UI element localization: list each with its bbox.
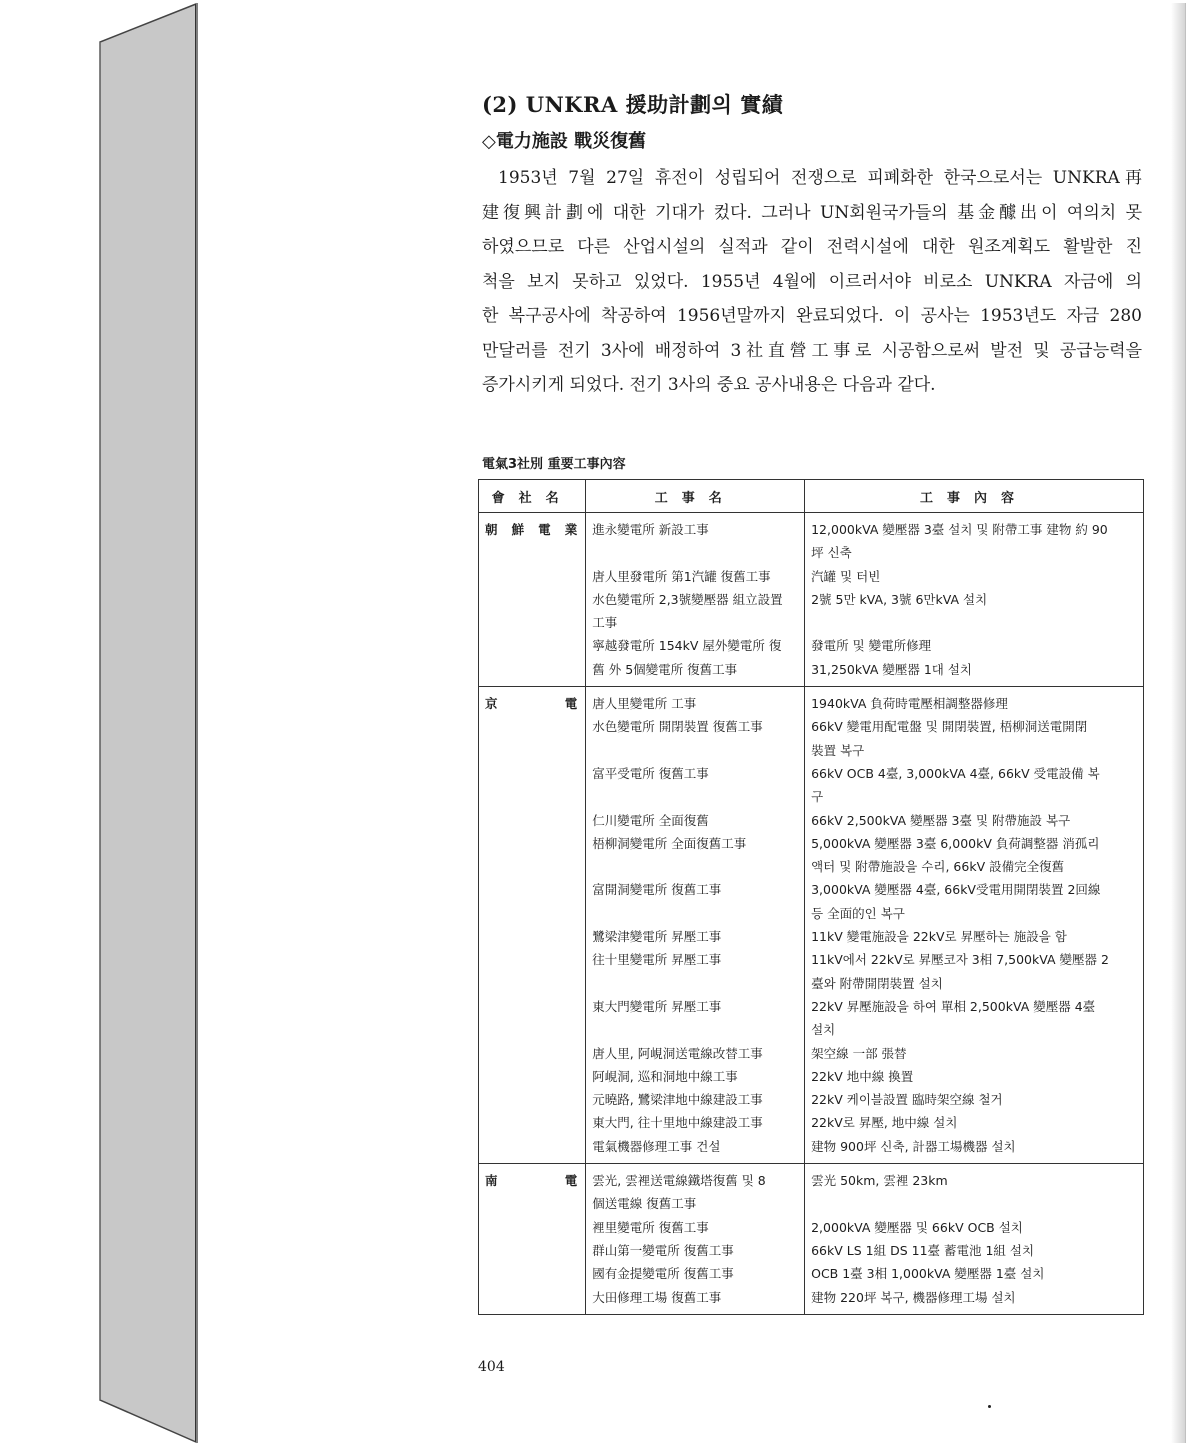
work-content-cell: [805, 513, 1144, 565]
work-name-cell: [586, 513, 805, 565]
work-content-line: 액터 및 附帶施設을 수리, 66kV 設備完全復舊: [811, 859, 1065, 875]
company-cell: [479, 1286, 586, 1315]
work-content-line: 31,250kVA 變壓器 1대 설치: [811, 661, 972, 677]
work-content-cell: [805, 948, 1144, 995]
table-row: [479, 925, 1144, 948]
table-row: [479, 1088, 1144, 1111]
company-cell: [479, 715, 586, 762]
table-row: [479, 634, 1144, 657]
work-name-line: 東大門, 往十里地中線建設工事: [592, 1115, 763, 1131]
body-line: 증가시키게 되었다. 전기 3사의 중요 공사내용은 다음과 같다.: [482, 375, 936, 395]
company-name: 南電: [485, 1173, 578, 1189]
work-content-line: 설치: [811, 1022, 836, 1038]
company-cell: [479, 634, 586, 657]
table-row: [479, 513, 1144, 565]
work-content-line: 22kV 昇壓施設을 하여 單相 2,500kVA 變壓器 4臺: [811, 998, 1096, 1014]
work-content-cell: [805, 925, 1144, 948]
company-cell: [479, 878, 586, 925]
table-row: [479, 1216, 1144, 1239]
company-cell: [479, 513, 586, 565]
document-page: [196, 3, 1186, 1443]
work-name-cell: [586, 565, 805, 588]
work-content-cell: [805, 1135, 1144, 1164]
work-name-line: 進永變電所 新設工事: [592, 522, 709, 537]
work-content-line: 11kV에서 22kV로 昇壓코자 3相 7,500kVA 變壓器 2: [811, 952, 1109, 968]
work-content-line: 汽罐 및 터빈: [811, 568, 881, 584]
company-cell: [479, 1216, 586, 1239]
work-content-cell: [805, 1239, 1144, 1262]
work-content-cell: [805, 995, 1144, 1042]
work-name-line: 唐人里變電所 工事: [592, 696, 697, 712]
work-name-line: 寧越發電所 154kV 屋外變電所 復: [592, 638, 782, 654]
work-name-line: 舊 外 5個變電所 復舊工事: [592, 661, 738, 677]
work-content-line: 66kV OCB 4臺, 3,000kVA 4臺, 66kV 受電設備 복: [811, 765, 1100, 781]
work-content-cell: [805, 1286, 1144, 1315]
table-row: [479, 832, 1144, 879]
work-content-line: 架空線 一部 張替: [811, 1045, 907, 1061]
work-content-cell: [805, 1216, 1144, 1239]
work-name-line: 梧柳洞變電所 全面復舊工事: [592, 835, 747, 851]
work-name-cell: [586, 1164, 805, 1216]
work-name-cell: [586, 1262, 805, 1285]
work-name-cell: [586, 1111, 805, 1134]
work-name-cell: [586, 687, 805, 716]
work-content-line: 雲光 50km, 雲裡 23km: [811, 1173, 948, 1189]
work-name-line: 電氣機器修理工事 건설: [592, 1138, 721, 1154]
work-content-cell: [805, 588, 1144, 635]
work-content-cell: [805, 809, 1144, 832]
work-name-cell: [586, 809, 805, 832]
works-table: [478, 479, 1144, 1315]
company-cell: [479, 588, 586, 635]
company-cell: [479, 1135, 586, 1164]
table-row: [479, 687, 1144, 716]
subsection-title: ◇電力施設 戰災復舊: [482, 131, 647, 152]
work-name-line: 水色變電所 開閉裝置 復舊工事: [592, 719, 763, 735]
work-content-cell: [805, 1111, 1144, 1134]
page-number: 404: [478, 1359, 505, 1375]
work-name-cell: [586, 832, 805, 879]
company-cell: [479, 762, 586, 809]
work-name-cell: [586, 634, 805, 657]
company-cell: [479, 948, 586, 995]
table-row: [479, 1111, 1144, 1134]
work-content-line: 坪 신축: [811, 545, 852, 561]
work-content-line: 2號 5만 kVA, 3號 6만kVA 설치: [811, 591, 988, 607]
work-name-cell: [586, 658, 805, 687]
work-name-cell: [586, 1088, 805, 1111]
table-body: [479, 513, 1144, 1315]
work-content-line: 22kV로 昇壓, 地中線 설치: [811, 1115, 958, 1131]
work-name-line: 仁川變電所 全面復舊: [592, 812, 709, 828]
work-content-cell: [805, 565, 1144, 588]
table-row: [479, 1042, 1144, 1065]
work-content-cell: [805, 1262, 1144, 1285]
book-spine-edge: [0, 0, 200, 1446]
table-row: [479, 1286, 1144, 1315]
scan-speck: [988, 1405, 991, 1408]
work-content-cell: [805, 634, 1144, 657]
work-name-cell: [586, 1286, 805, 1315]
work-content-line: 3,000kVA 變壓器 4臺, 66kV受電用開閉裝置 2回線: [811, 882, 1101, 898]
work-content-cell: [805, 687, 1144, 716]
work-content-line: 臺와 附帶開閉裝置 설치: [811, 975, 943, 991]
header-work-content: 工事內容: [805, 480, 1144, 513]
work-content-line: 1940kVA 負荷時電壓相調整器修理: [811, 696, 1008, 712]
work-name-line: 元曉路, 鷺梁津地中線建設工事: [592, 1092, 763, 1108]
company-name: 京電: [485, 696, 578, 712]
table-row: [479, 565, 1144, 588]
company-cell: [479, 1111, 586, 1134]
work-content-line: 建物 900坪 신축, 計器工場機器 설치: [811, 1138, 1016, 1154]
work-name-line: 工事: [592, 615, 618, 631]
work-name-cell: [586, 925, 805, 948]
work-content-cell: [805, 715, 1144, 762]
body-line: 하였으므로 다른 산업시설의 실적과 같이 전력시설에 대한 원조계획도 활발한 진: [482, 237, 1142, 257]
work-content-line: 22kV 케이블設置 臨時架空線 철거: [811, 1092, 1003, 1108]
work-name-cell: [586, 588, 805, 635]
work-content-line: 5,000kVA 變壓器 3臺 6,000kV 負荷調整器 消孤리: [811, 835, 1100, 851]
table-row: [479, 658, 1144, 687]
work-content-line: 12,000kVA 變壓器 3臺 설치 및 附帶工事 建物 約 90: [811, 522, 1108, 537]
work-content-cell: [805, 1088, 1144, 1111]
company-cell: [479, 565, 586, 588]
work-content-line: 등 全面的인 복구: [811, 905, 905, 921]
work-name-line: 裡里變電所 復舊工事: [592, 1219, 709, 1235]
work-name-line: 鷺梁津變電所 昇壓工事: [592, 929, 722, 945]
table-row: [479, 878, 1144, 925]
work-name-line: 大田修理工場 復舊工事: [592, 1289, 722, 1305]
work-content-cell: [805, 658, 1144, 687]
body-paragraph: [482, 161, 1142, 403]
company-name: 朝鮮電業: [485, 522, 578, 537]
work-content-cell: [805, 878, 1144, 925]
table-row: [479, 1164, 1144, 1216]
page-edge-shadow: [1171, 3, 1185, 1443]
table-row: [479, 1065, 1144, 1088]
table-caption: 電氣3社別 重要工事內容: [482, 457, 626, 472]
company-cell: [479, 687, 586, 716]
work-content-cell: [805, 762, 1144, 809]
work-content-line: 66kV LS 1組 DS 11臺 蓄電池 1組 설치: [811, 1242, 1035, 1258]
company-cell: [479, 809, 586, 832]
work-name-line: 富開洞變電所 復舊工事: [592, 882, 722, 898]
work-name-cell: [586, 995, 805, 1042]
work-content-cell: [805, 1164, 1144, 1216]
work-content-line: 發電所 및 變電所修理: [811, 638, 932, 654]
header-company: 會社名: [479, 480, 586, 513]
work-name-cell: [586, 878, 805, 925]
work-content-cell: [805, 1042, 1144, 1065]
body-line: 1953년 7월 27일 휴전이 성립되어 전쟁으로 피폐화한 한국으로서는 UNKRA再: [498, 168, 1142, 188]
work-name-line: 群山第一變電所 復舊工事: [592, 1242, 734, 1258]
work-name-cell: [586, 1042, 805, 1065]
company-cell: [479, 925, 586, 948]
table-row: [479, 1239, 1144, 1262]
header-work-name: 工事名: [586, 480, 805, 513]
body-line: 만달러를 전기 3사에 배정하여 3社直營工事로 시공함으로써 발전 및 공급능력을: [482, 340, 1142, 361]
work-content-line: 22kV 地中線 換置: [811, 1068, 914, 1084]
table-header-row: [479, 480, 1144, 513]
work-content-line: 2,000kVA 變壓器 및 66kV OCB 설치: [811, 1219, 1023, 1235]
work-name-line: 富平受電所 復舊工事: [592, 765, 709, 781]
company-cell: [479, 1065, 586, 1088]
body-line: 척을 보지 못하고 있었다. 1955년 4월에 이르러서야 비로소 UNKRA 자금에 의: [482, 271, 1142, 292]
work-name-cell: [586, 948, 805, 995]
table-row: [479, 1135, 1144, 1164]
work-name-line: 國有金提變電所 復舊工事: [592, 1266, 734, 1282]
table-row: [479, 948, 1144, 995]
work-name-line: 雲光, 雲裡送電線鐵塔復舊 및 8: [592, 1173, 766, 1189]
body-line: 建復興計劃에 대한 기대가 컸다. 그러나 UN회원국가들의 基金醵出이 여의치 못: [482, 202, 1142, 223]
section-title: (2) UNKRA 援助計劃의 實績: [482, 92, 784, 117]
table-row: [479, 995, 1144, 1042]
work-name-cell: [586, 715, 805, 762]
work-content-cell: [805, 1065, 1144, 1088]
work-name-line: 水色變電所 2,3號變壓器 組立設置: [592, 591, 783, 607]
work-content-line: 구: [811, 789, 824, 805]
work-name-cell: [586, 1239, 805, 1262]
company-cell: [479, 832, 586, 879]
work-name-cell: [586, 1135, 805, 1164]
work-name-cell: [586, 1216, 805, 1239]
work-name-line: 往十里變電所 昇壓工事: [592, 952, 722, 968]
body-line: 한 복구공사에 착공하여 1956년말까지 완료되었다. 이 공사는 1953년도 자금 280: [482, 306, 1142, 326]
work-name-line: 唐人里發電所 第1汽罐 復舊工事: [592, 568, 771, 584]
table-row: [479, 762, 1144, 809]
company-cell: [479, 1262, 586, 1285]
table-row: [479, 588, 1144, 635]
company-cell: [479, 995, 586, 1042]
work-name-line: 阿峴洞, 巡和洞地中線工事: [592, 1068, 738, 1084]
table-row: [479, 809, 1144, 832]
company-cell: [479, 1239, 586, 1262]
work-content-line: 11kV 變電施設을 22kV로 昇壓하는 施設을 함: [811, 929, 1067, 945]
work-content-line: 66kV 2,500kVA 變壓器 3臺 및 附帶施設 복구: [811, 812, 1071, 828]
work-content-line: 66kV 變電用配電盤 및 開閉裝置, 梧柳洞送電開閉: [811, 719, 1088, 735]
company-cell: [479, 1042, 586, 1065]
table-row: [479, 1262, 1144, 1285]
company-cell: [479, 1088, 586, 1111]
table-row: [479, 715, 1144, 762]
work-name-cell: [586, 762, 805, 809]
work-name-cell: [586, 1065, 805, 1088]
work-content-cell: [805, 832, 1144, 879]
work-name-line: 個送電線 復舊工事: [592, 1196, 697, 1212]
company-cell: [479, 658, 586, 687]
work-name-line: 東大門變電所 昇壓工事: [592, 998, 722, 1014]
company-cell: [479, 1164, 586, 1216]
work-name-line: 唐人里, 阿峴洞送電線改替工事: [592, 1045, 763, 1061]
work-content-line: OCB 1臺 3相 1,000kVA 變壓器 1臺 설치: [811, 1266, 1045, 1282]
work-content-line: 裝置 복구: [811, 742, 865, 758]
work-content-line: 建物 220坪 복구, 機器修理工場 설치: [811, 1289, 1016, 1305]
